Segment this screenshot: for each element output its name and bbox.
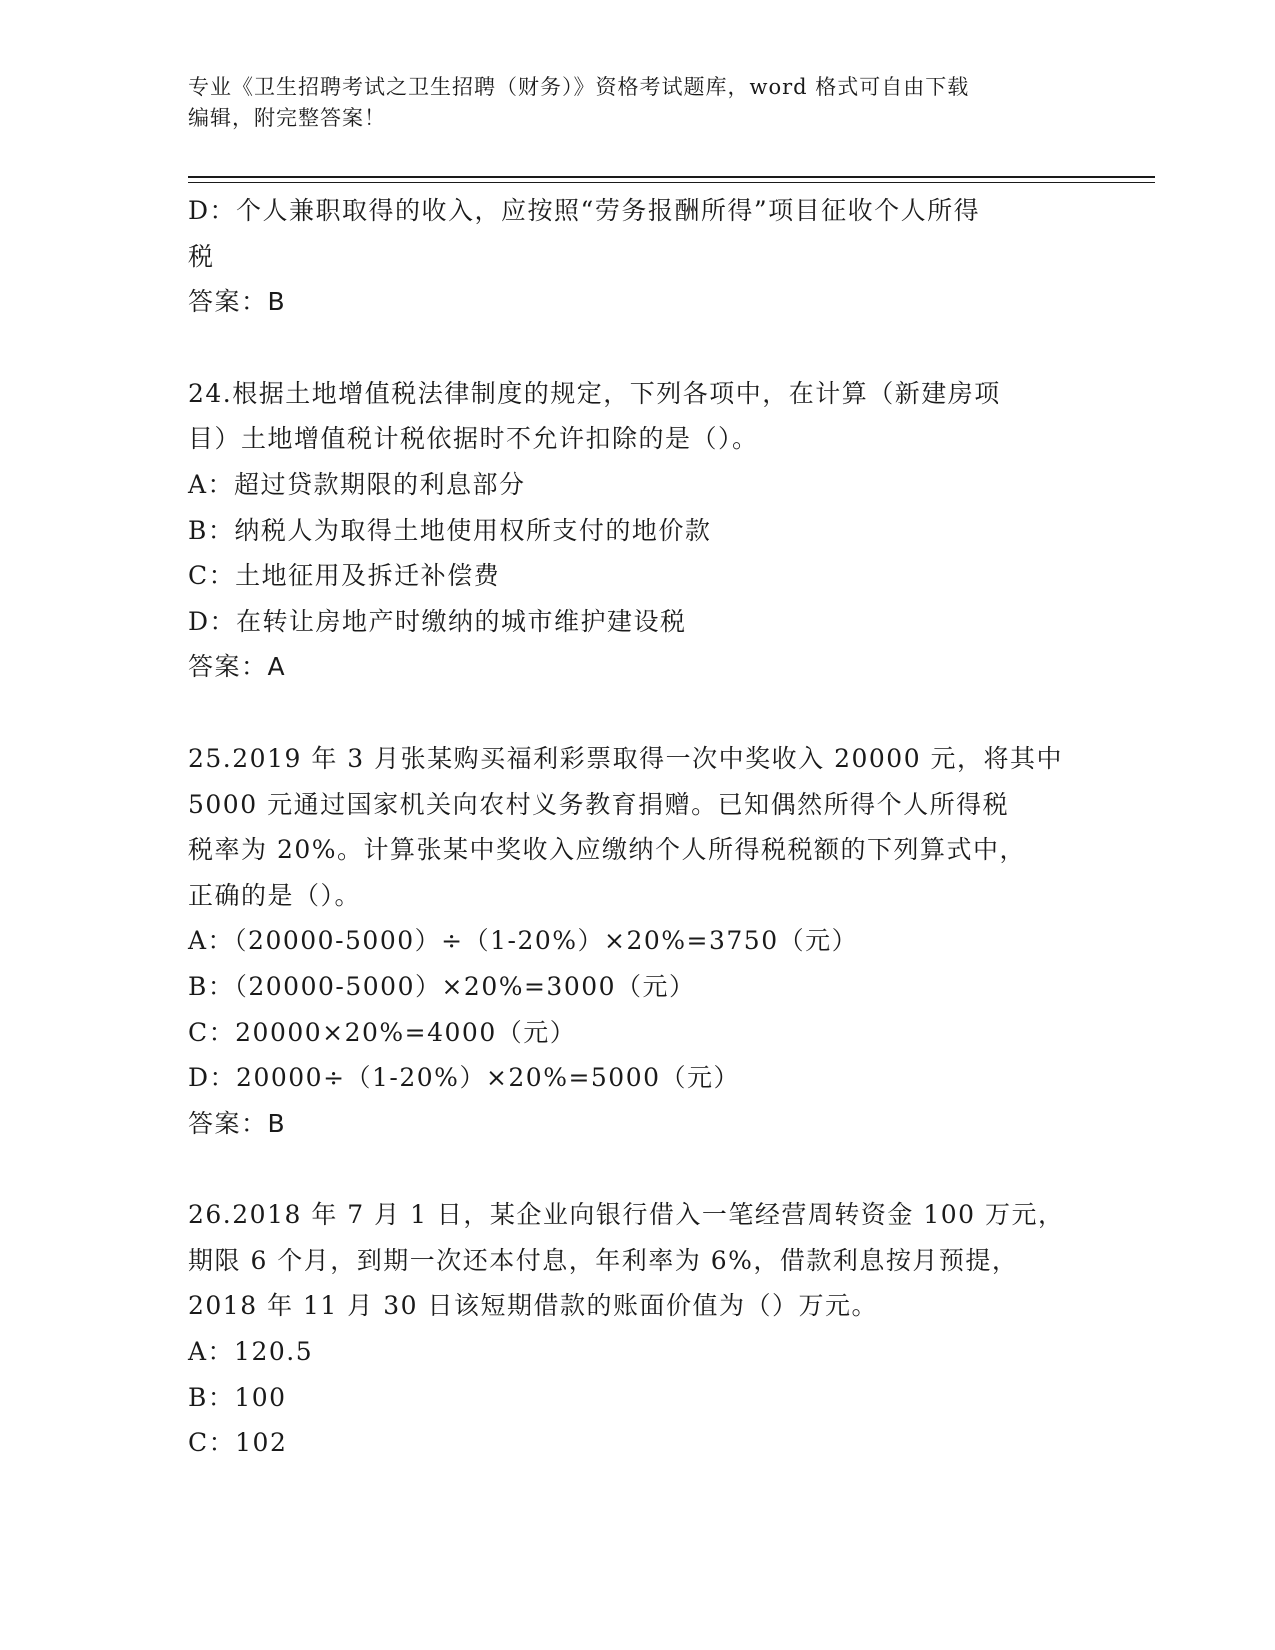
header-divider-thin [188,182,1155,183]
q25-stem-line-2: 5000 元通过国家机关向农村义务教育捐赠。已知偶然所得个人所得税 [188,789,1010,819]
q26-stem-line-1: 26.2018 年 7 月 1 日，某企业向银行借入一笔经营周转资金 100 万元， [188,1200,1065,1230]
q24-option-c: C：土地征用及拆迁补偿费 [188,561,501,591]
q23-option-d-line-2: 税 [188,241,215,271]
header-line-1: 专业《卫生招聘考试之卫生招聘（财务）》资格考试题库，word 格式可自由下载 [188,75,970,99]
q26-stem-line-2: 期限 6 个月，到期一次还本付息，年利率为 6%，借款利息按月预提， [188,1245,1019,1275]
q25-answer: 答案：B [188,1108,287,1138]
spacer [188,1146,1078,1192]
q25-stem-line-4: 正确的是（）。 [188,880,362,910]
q26-option-b: B：100 [188,1382,287,1412]
page-header [188,72,1068,134]
q25-option-d: D：20000÷（1-20%）×20%=5000（元） [188,1063,741,1093]
q25-option-c: C：20000×20%=4000（元） [188,1017,577,1047]
q23-option-d-line-1: D：个人兼职取得的收入，应按照“劳务报酬所得”项目征收个人所得 [188,196,981,225]
q26-option-a: A：120.5 [188,1337,314,1367]
question-25 [188,736,1078,1146]
question-26 [188,1192,1078,1466]
header-divider-thick [188,176,1155,178]
q24-option-b: B：纳税人为取得土地使用权所支付的地价款 [188,515,712,545]
q24-stem-line-2: 目）土地增值税计税依据时不允许扣除的是（）。 [188,424,759,454]
q24-option-d: D：在转让房地产时缴纳的城市维护建设税 [188,606,687,636]
question-23-tail [188,188,1078,325]
q25-stem-line-3: 税率为 20%。计算张某中奖收入应缴纳个人所得税税额的下列算式中， [188,835,1027,865]
q26-stem-line-3: 2018 年 11 月 30 日该短期借款的账面价值为（）万元。 [188,1291,878,1321]
header-line-2: 编辑，附完整答案！ [188,106,386,130]
spacer [188,690,1078,736]
q24-stem-line-1: 24.根据土地增值税法律制度的规定，下列各项中，在计算（新建房项 [188,378,1001,408]
q25-option-b: B：（20000-5000）×20%=3000（元） [188,971,696,1001]
question-24 [188,371,1078,690]
q25-stem-line-1: 25.2019 年 3 月张某购买福利彩票取得一次中奖收入 20000 元，将其中 [188,743,1064,773]
question-content [188,188,1078,1466]
q25-option-a: A：（20000-5000）÷（1-20%）×20%=3750（元） [188,926,859,956]
spacer [188,325,1078,371]
q24-option-a: A：超过贷款期限的利息部分 [188,469,526,499]
q24-answer: 答案：A [188,652,287,682]
q23-answer: 答案：B [188,287,287,317]
q26-option-c: C：102 [188,1428,288,1458]
